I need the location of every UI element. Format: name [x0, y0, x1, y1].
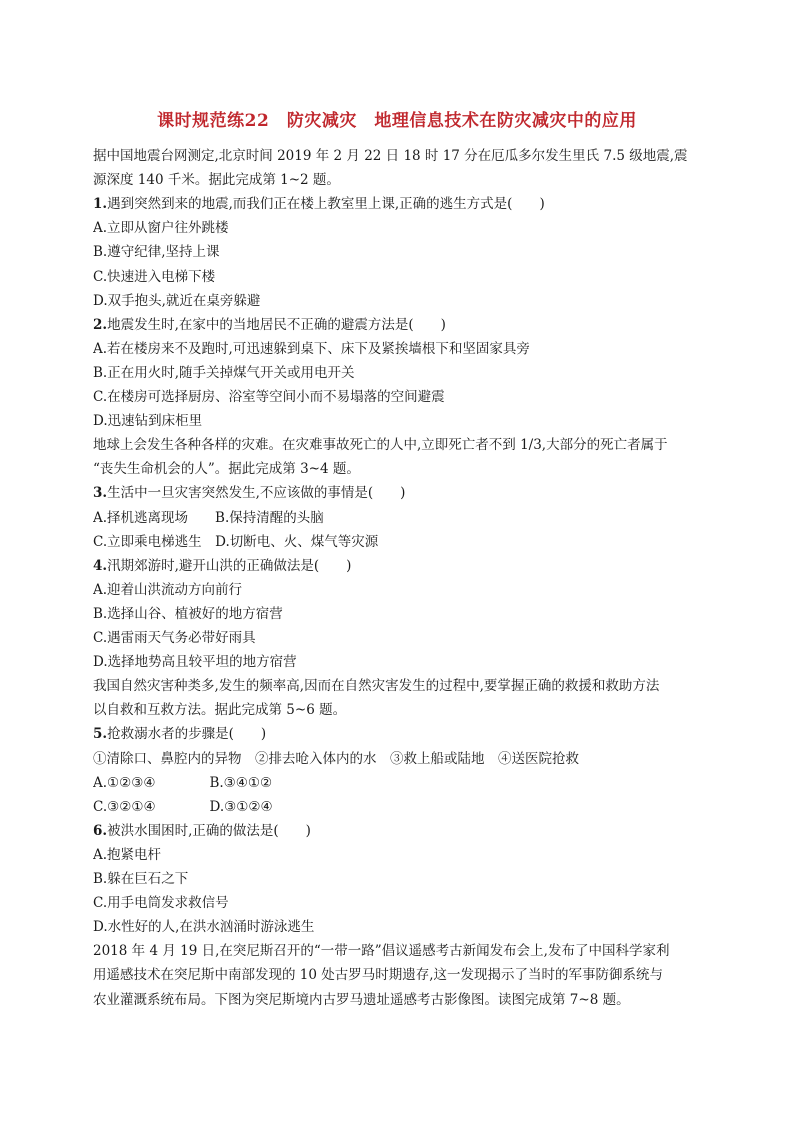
text-line: B.正在用火时,随手关掉煤气开关或用电开关	[93, 364, 355, 381]
question-number: 6.	[93, 822, 108, 839]
text-line: D.水性好的人,在洪水汹涌时游泳逃生	[93, 919, 315, 936]
question-line	[93, 722, 703, 746]
question-number: 4.	[93, 557, 108, 574]
question-text: 被洪水围困时,正确的做法是( )	[107, 822, 311, 839]
text-line: C.立即乘电梯逃生 D.切断电、火、煤气等灾源	[93, 533, 379, 550]
text-line: A.立即从窗户往外跳楼	[93, 220, 229, 237]
question-text: 生活中一旦灾害突然发生,不应该做的事情是( )	[107, 485, 406, 502]
text-line: B.选择山谷、植被好的地方宿营	[93, 605, 283, 622]
text-line: A.择机逃离现场 B.保持清醒的头脑	[93, 509, 324, 526]
text-line: A.抱紧电杆	[93, 846, 162, 863]
text-line: 源深度 140 千米。据此完成第 1~2 题。	[93, 172, 340, 189]
text-line: D.双手抱头,就近在桌旁躲避	[93, 292, 261, 309]
page-title: 课时规范练22 防灾减灾 地理信息技术在防灾减灾中的应用	[157, 111, 637, 131]
text-line: 2018 年 4 月 19 日,在突尼斯召开的“一带一路”倡议遥感考古新闻发布会上,发布了中国科学家利	[93, 943, 670, 960]
text-line: D.迅速钻到床柜里	[93, 413, 203, 430]
question-number: 1.	[93, 196, 108, 213]
question-line	[93, 481, 703, 505]
text-line: B.躲在巨石之下	[93, 871, 189, 887]
text-line: 以自救和互救方法。据此完成第 5~6 题。	[93, 702, 347, 719]
text-line: 据中国地震台网测定,北京时间 2019 年 2 月 22 日 18 时 17 分在厄瓜多尔发生里氏 7.5 级地震,震	[93, 148, 688, 164]
text-line: B.遵守纪律,坚持上课	[93, 244, 220, 261]
text-line: C.在楼房可选择厨房、浴室等空间小而不易塌落的空间避震	[93, 389, 445, 405]
question-line	[93, 819, 703, 843]
question-number: 5.	[93, 726, 108, 743]
question-text: 遇到突然到来的地震,而我们正在楼上教室里上课,正确的逃生方式是( )	[107, 196, 545, 213]
question-text: 抢救溺水者的步骤是( )	[107, 726, 267, 743]
text-line: 我国自然灾害种类多,发生的频率高,因而在自然灾害发生的过程中,要掌握正确的救援和救助方法	[93, 678, 660, 695]
text-line: ①清除口、鼻腔内的异物 ②排去呛入体内的水 ③救上船或陆地 ④送医院抢救	[93, 750, 579, 767]
text-line: C.用手电筒发求救信号	[93, 895, 229, 912]
text-line: A.若在楼房来不及跑时,可迅速躲到桌下、床下及紧挨墙根下和坚固家具旁	[93, 340, 530, 357]
text-line: 用遥感技术在突尼斯中南部发现的 10 处古罗马时期遗存,这一发现揭示了当时的军事防御系统与	[93, 967, 664, 984]
text-line: A.①②③④ B.③④①②	[93, 774, 273, 791]
question-text: 地震发生时,在家中的当地居民不正确的避震方法是( )	[107, 316, 446, 333]
text-line: A.迎着山洪流动方向前行	[93, 581, 243, 598]
question-line	[93, 313, 703, 337]
text-line: “丧失生命机会的人”。据此完成第 3~4 题。	[93, 461, 360, 478]
question-number: 2.	[93, 316, 108, 333]
question-text: 汛期郊游时,避开山洪的正确做法是( )	[107, 557, 352, 574]
text-line: C.遇雷雨天气务必带好雨具	[93, 630, 256, 646]
text-line: 农业灌溉系统布局。下图为突尼斯境内古罗马遗址遥感考古影像图。读图完成第 7~8 题。	[93, 991, 630, 1008]
text-line: C.快速进入电梯下楼	[93, 268, 216, 285]
question-line	[93, 554, 703, 578]
text-line: C.③②①④ D.③①②④	[93, 798, 273, 815]
question-line	[93, 192, 703, 216]
question-number: 3.	[93, 485, 108, 502]
text-line: 地球上会发生各种各样的灾难。在灾难事故死亡的人中,立即死亡者不到 1/3,大部分的死亡者属于	[93, 437, 668, 454]
text-line: D.选择地势高且较平坦的地方宿营	[93, 654, 297, 671]
